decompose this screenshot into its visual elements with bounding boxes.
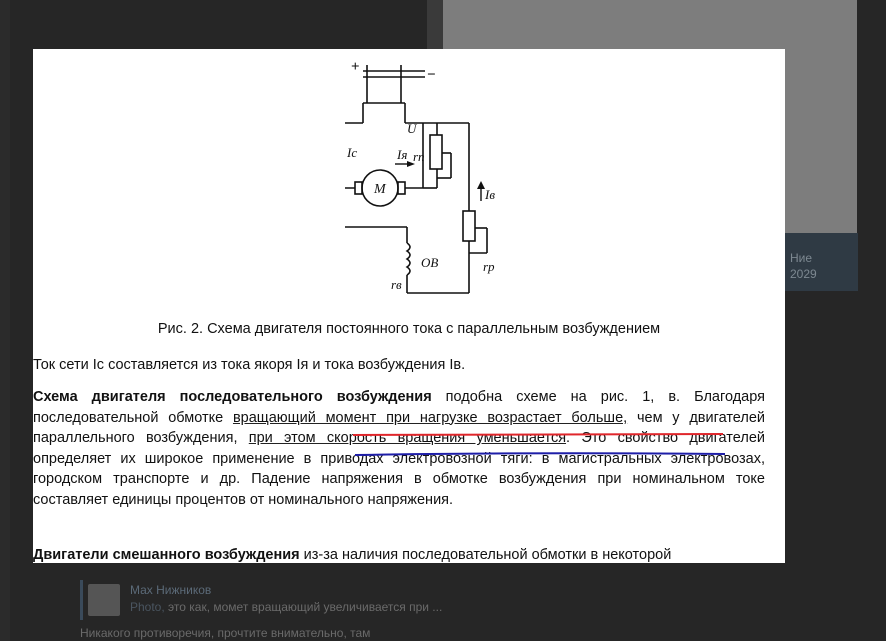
blue-ink-underline [353, 452, 727, 456]
reply-label: Photo, [130, 600, 165, 614]
armature-current-label: Iя [397, 147, 408, 162]
voltage-label: U [407, 121, 417, 136]
snippet-name: Ние [790, 251, 813, 265]
paragraph-text: . Это свойство двигателей определяет их широкое применение в приводах электровозной тяги: в магистральных электровозах, городском транспорте и др. Падение напряжения в обмотке возбуждения при номинальном токе составляет единицы процентов от номинального напряжения. [33, 430, 765, 508]
snippet-time: 2029 [790, 267, 817, 281]
text-line-currents: Ток сети Ic составляется из тока якоря Iя и тока возбуждения Iв. [33, 357, 466, 373]
field-current-label: Iв [485, 187, 495, 202]
underlined-phrase: вращающий момент при нагрузке возрастает больше, [232, 409, 628, 426]
reply-text [130, 600, 442, 614]
regulator-resistor-label: rп [413, 149, 425, 164]
red-ink-underline [351, 433, 725, 436]
reply-author: Мах Нижников [130, 583, 212, 597]
figure-caption: Рис. 2. Схема двигателя постоянного тока с параллельным возбуждением [157, 321, 661, 337]
background-sidebar [0, 0, 10, 641]
reply-photo-thumbnail [88, 584, 120, 616]
background-message-snippet [790, 250, 817, 282]
field-winding-label: ОВ [421, 255, 439, 270]
paragraph-compound-excitation [33, 545, 765, 563]
reply-message: это как, момет вращающий увеличивается при ... [168, 600, 443, 614]
background-message-text: Никакого противоречия, прочтите внимательно, там [80, 626, 371, 640]
paragraph-text: чем у двигателей параллельного возбуждения, [33, 409, 766, 447]
line-current-label: Iс [347, 145, 358, 160]
paragraph-text: подобна схеме на рис. 1, в. Благодаря последовательной обмотке [33, 389, 765, 426]
motor-label: M [374, 182, 386, 197]
background-reply-quote[interactable] [80, 580, 540, 620]
paragraph-text: из-за наличия последовательной обмотки в некоторой [299, 547, 672, 563]
paragraph-title: Схема двигателя последовательного возбуждения [33, 389, 432, 405]
motor-circuit-schematic [345, 53, 495, 299]
field-resistance-label: rв [391, 277, 402, 292]
document-image [33, 49, 785, 563]
rheostat-label: rр [483, 259, 495, 274]
minus-label: − [427, 67, 436, 83]
paragraph-title: Двигатели смешанного возбуждения [33, 547, 300, 563]
paragraph-series-excitation [33, 387, 765, 511]
reply-bar [80, 580, 83, 620]
underlined-phrase: при этом скорость вращения уменьшается [248, 430, 567, 447]
plus-label: + [351, 59, 360, 75]
